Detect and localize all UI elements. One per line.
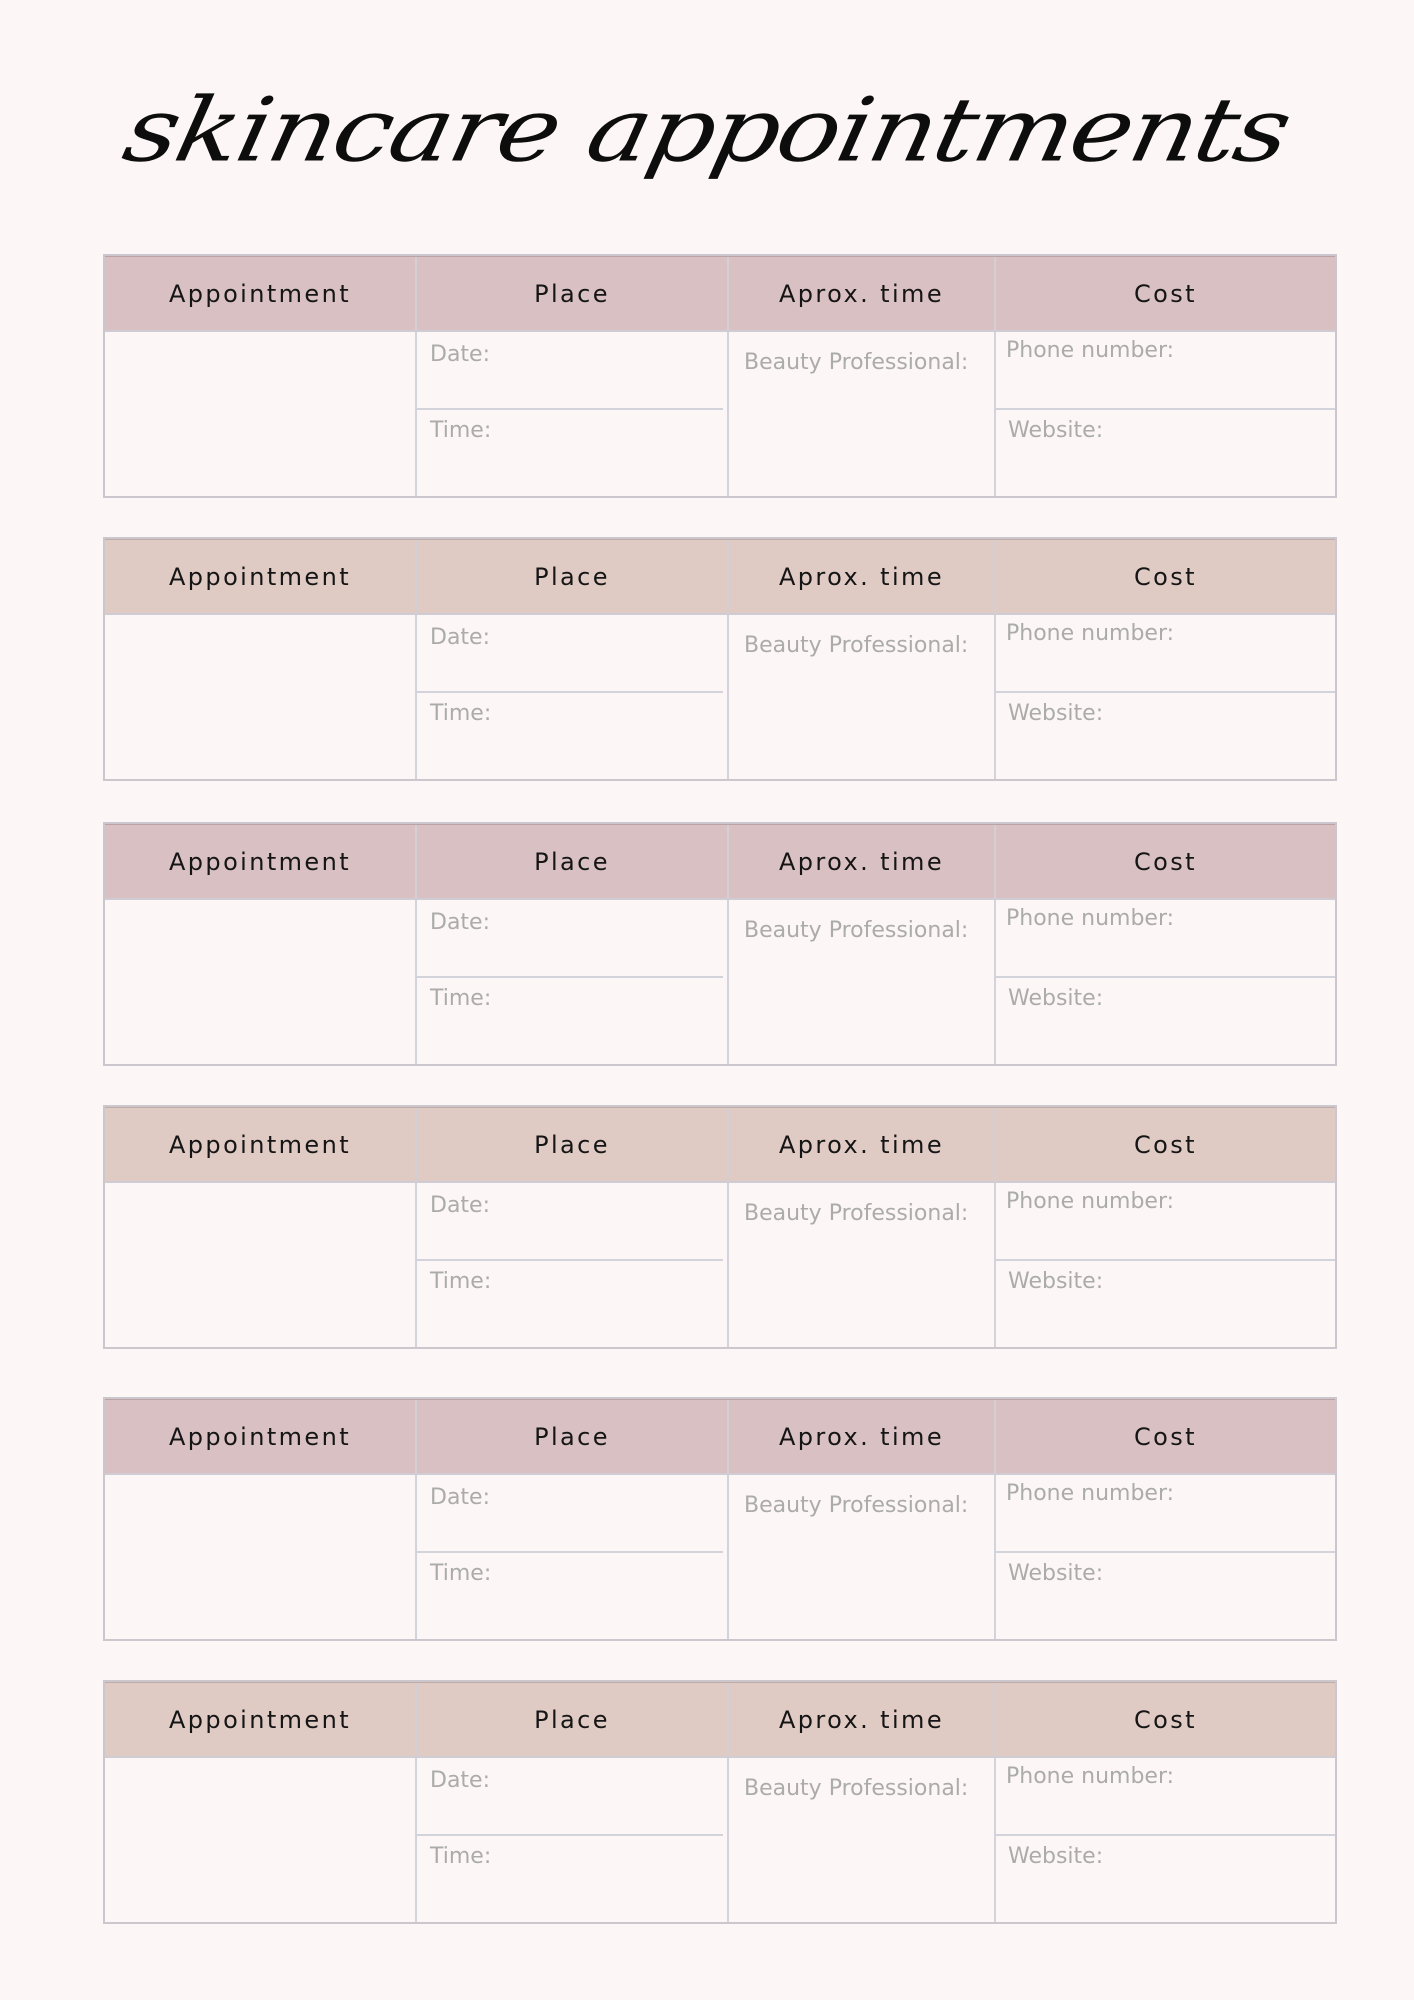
table-header — [105, 539, 1335, 615]
table-header — [105, 1107, 1335, 1183]
appointment-field[interactable] — [105, 1475, 415, 1639]
cost-cell — [994, 1758, 1335, 1922]
phone-number-field[interactable] — [996, 1475, 1335, 1553]
cost-cell — [994, 1183, 1335, 1347]
cost-cell — [994, 900, 1335, 1064]
date-field[interactable] — [417, 615, 723, 693]
website-field[interactable] — [996, 1836, 1335, 1922]
date-field[interactable] — [417, 332, 723, 410]
place-cell — [415, 1758, 727, 1922]
phone-number-label: Phone number: — [1006, 1764, 1175, 1789]
header-appointment: Appointment — [168, 563, 352, 591]
time-label: Time: — [430, 418, 492, 443]
header-place: Place — [415, 1400, 727, 1474]
website-field[interactable] — [996, 978, 1335, 1064]
header-approx-time: Aprox. time — [727, 540, 994, 614]
table-body — [105, 1758, 1335, 1922]
beauty-professional-label: Beauty Professional: — [744, 350, 969, 375]
website-field[interactable] — [996, 693, 1335, 779]
phone-number-field[interactable] — [996, 615, 1335, 693]
date-label: Date: — [430, 342, 490, 367]
table-header — [105, 256, 1335, 332]
appointment-table-6 — [103, 1680, 1337, 1924]
header-approx-time: Aprox. time — [727, 1400, 994, 1474]
website-label: Website: — [1008, 1844, 1104, 1869]
website-label: Website: — [1008, 1269, 1104, 1294]
beauty-professional-label: Beauty Professional: — [744, 633, 969, 658]
table-header — [105, 824, 1335, 900]
appointment-table-2 — [103, 537, 1337, 781]
place-cell — [415, 615, 727, 779]
phone-number-field[interactable] — [996, 900, 1335, 978]
website-label: Website: — [1008, 701, 1104, 726]
header-appointment: Appointment — [168, 848, 352, 876]
beauty-professional-field[interactable] — [727, 332, 994, 496]
header-approx-time: Aprox. time — [727, 257, 994, 331]
website-label: Website: — [1008, 1561, 1104, 1586]
appointment-field[interactable] — [105, 1758, 415, 1922]
header-place: Place — [415, 825, 727, 899]
table-body — [105, 615, 1335, 779]
appointment-table-5 — [103, 1397, 1337, 1641]
table-body — [105, 1183, 1335, 1347]
place-cell — [415, 1475, 727, 1639]
header-cost: Cost — [994, 257, 1335, 331]
beauty-professional-label: Beauty Professional: — [744, 1776, 969, 1801]
header-place: Place — [415, 1683, 727, 1757]
time-field[interactable] — [417, 410, 727, 496]
appointment-table-3 — [103, 822, 1337, 1066]
appointment-table-4 — [103, 1105, 1337, 1349]
phone-number-label: Phone number: — [1006, 906, 1175, 931]
date-field[interactable] — [417, 1475, 723, 1553]
place-cell — [415, 900, 727, 1064]
table-header — [105, 1399, 1335, 1475]
phone-number-label: Phone number: — [1006, 621, 1175, 646]
time-field[interactable] — [417, 1836, 727, 1922]
header-cost: Cost — [994, 825, 1335, 899]
beauty-professional-field[interactable] — [727, 1183, 994, 1347]
phone-number-label: Phone number: — [1006, 1189, 1175, 1214]
cost-cell — [994, 1475, 1335, 1639]
cost-cell — [994, 615, 1335, 779]
phone-number-field[interactable] — [996, 1183, 1335, 1261]
time-label: Time: — [430, 1844, 492, 1869]
date-label: Date: — [430, 910, 490, 935]
time-label: Time: — [430, 701, 492, 726]
header-appointment: Appointment — [168, 280, 352, 308]
place-cell — [415, 1183, 727, 1347]
phone-number-field[interactable] — [996, 332, 1335, 410]
beauty-professional-label: Beauty Professional: — [744, 1493, 969, 1518]
beauty-professional-label: Beauty Professional: — [744, 918, 969, 943]
time-field[interactable] — [417, 1553, 727, 1639]
date-label: Date: — [430, 1193, 490, 1218]
time-field[interactable] — [417, 693, 727, 779]
phone-number-field[interactable] — [996, 1758, 1335, 1836]
date-field[interactable] — [417, 1183, 723, 1261]
website-label: Website: — [1008, 986, 1104, 1011]
date-label: Date: — [430, 1485, 490, 1510]
header-appointment: Appointment — [168, 1131, 352, 1159]
time-label: Time: — [430, 986, 492, 1011]
header-approx-time: Aprox. time — [727, 1683, 994, 1757]
time-label: Time: — [430, 1561, 492, 1586]
date-field[interactable] — [417, 1758, 723, 1836]
appointment-table-1 — [103, 254, 1337, 498]
table-body — [105, 332, 1335, 496]
website-field[interactable] — [996, 1553, 1335, 1639]
beauty-professional-field[interactable] — [727, 1475, 994, 1639]
header-appointment: Appointment — [168, 1706, 352, 1734]
appointment-field[interactable] — [105, 615, 415, 779]
time-label: Time: — [430, 1269, 492, 1294]
cost-cell — [994, 332, 1335, 496]
table-body — [105, 1475, 1335, 1639]
header-cost: Cost — [994, 540, 1335, 614]
date-label: Date: — [430, 1768, 490, 1793]
phone-number-label: Phone number: — [1006, 1481, 1175, 1506]
website-label: Website: — [1008, 418, 1104, 443]
header-cost: Cost — [994, 1400, 1335, 1474]
beauty-professional-field[interactable] — [727, 1758, 994, 1922]
time-field[interactable] — [417, 978, 727, 1064]
page-title: skincare appointments — [115, 78, 1299, 182]
header-place: Place — [415, 540, 727, 614]
table-header — [105, 1682, 1335, 1758]
appointment-field[interactable] — [105, 900, 415, 1064]
website-field[interactable] — [996, 1261, 1335, 1347]
header-approx-time: Aprox. time — [727, 825, 994, 899]
date-field[interactable] — [417, 900, 723, 978]
time-field[interactable] — [417, 1261, 727, 1347]
header-cost: Cost — [994, 1683, 1335, 1757]
header-approx-time: Aprox. time — [727, 1108, 994, 1182]
beauty-professional-field[interactable] — [727, 900, 994, 1064]
header-place: Place — [415, 1108, 727, 1182]
place-cell — [415, 332, 727, 496]
appointment-field[interactable] — [105, 1183, 415, 1347]
header-appointment: Appointment — [168, 1423, 352, 1451]
phone-number-label: Phone number: — [1006, 338, 1175, 363]
website-field[interactable] — [996, 410, 1335, 496]
date-label: Date: — [430, 625, 490, 650]
beauty-professional-label: Beauty Professional: — [744, 1201, 969, 1226]
appointment-field[interactable] — [105, 332, 415, 496]
header-cost: Cost — [994, 1108, 1335, 1182]
table-body — [105, 900, 1335, 1064]
beauty-professional-field[interactable] — [727, 615, 994, 779]
header-place: Place — [415, 257, 727, 331]
